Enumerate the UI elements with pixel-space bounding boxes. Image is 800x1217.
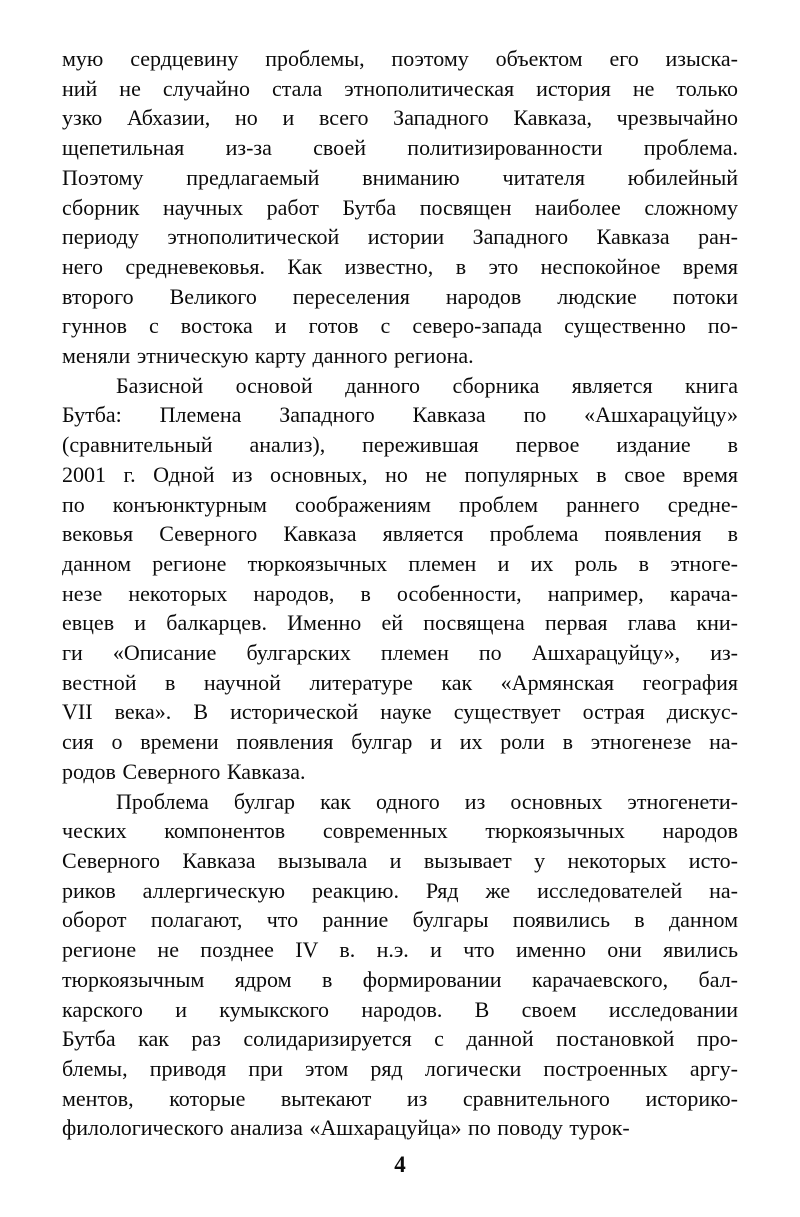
text-line: меняли этническую карту данного региона. [62,343,474,369]
paragraph [62,787,738,1143]
text-line: блемы, приводя при этом ряд логически построенных аргу- [62,1055,738,1081]
text-line: Проблема булгар как одного из основных этногенети- [116,788,738,814]
text-line: карского и кумыкского народов. В своем исследовании [62,996,738,1022]
text-line: Бутба как раз солидаризируется с данной постановкой про- [62,1026,738,1052]
text-line: по конъюнктурным соображениям проблем раннего средне- [62,491,738,517]
text-line: Бутба: Племена Западного Кавказа по «Ашхарацуйцу» [62,402,738,428]
text-line: филологического анализа «Ашхарацуйца» по поводу турок- [62,1115,630,1141]
text-line: вестной в научной литературе как «Армянская география [62,669,738,695]
text-line: него средневековья. Как известно, в это неспокойное время [62,253,738,279]
text-line: регионе не позднее IV в. н.э. и что именно они явились [62,937,738,963]
text-line: сборник научных работ Бутба посвящен наиболее сложному [62,194,738,220]
text-line: Базисной основой данного сборника является книга [116,372,738,398]
text-line: незе некоторых народов, в особенности, например, карача- [62,580,738,606]
text-line: риков аллергическую реакцию. Ряд же исследователей на- [62,877,738,903]
text-line: тюркоязычным ядром в формировании карачаевского, бал- [62,966,738,992]
text-line: щепетильная из-за своей политизированности проблема. [62,135,738,161]
text-line: ний не случайно стала этнополитическая история не только [62,75,738,101]
text-line: гуннов с востока и готов с северо-запада существенно по- [62,313,738,339]
text-line: 2001 г. Одной из основных, но не популярных в свое время [62,461,738,487]
text-line: родов Северного Кавказа. [62,758,306,784]
text-line: сия о времени появления булгар и их роли в этногенезе на- [62,729,738,755]
text-line: ческих компонентов современных тюркоязычных народов [62,818,738,844]
text-line: данном регионе тюркоязычных племен и их роль в этноге- [62,550,738,576]
text-line: мую сердцевину проблемы, поэтому объектом его изыска- [62,46,738,71]
text-line: (сравнительный анализ), пережившая первое издание в [62,432,738,458]
paragraph [62,44,738,371]
text-line: Северного Кавказа вызывала и вызывает у некоторых исто- [62,847,738,873]
text-line: узко Абхазии, но и всего Западного Кавказа, чрезвычайно [62,105,738,131]
text-line: оборот полагают, что ранние булгары появились в данном [62,907,738,933]
text-line: Поэтому предлагаемый вниманию читателя юбилейный [62,164,738,190]
text-line: ги «Описание булгарских племен по Ашхарацуйцу», из- [62,640,738,666]
text-line: евцев и балкарцев. Именно ей посвящена первая глава кни- [62,610,738,636]
text-line: ментов, которые вытекают из сравнительного историко- [62,1085,738,1111]
text-line: вековья Северного Кавказа является проблема появления в [62,521,738,547]
page-text [62,44,738,1143]
text-line: второго Великого переселения народов людские потоки [62,283,738,309]
page-number: 4 [394,1152,406,1177]
text-line: периоду этнополитической истории Западного Кавказа ран- [62,224,738,250]
text-line: VII века». В исторической науке существует острая дискус- [62,699,738,725]
paragraph [62,371,738,787]
